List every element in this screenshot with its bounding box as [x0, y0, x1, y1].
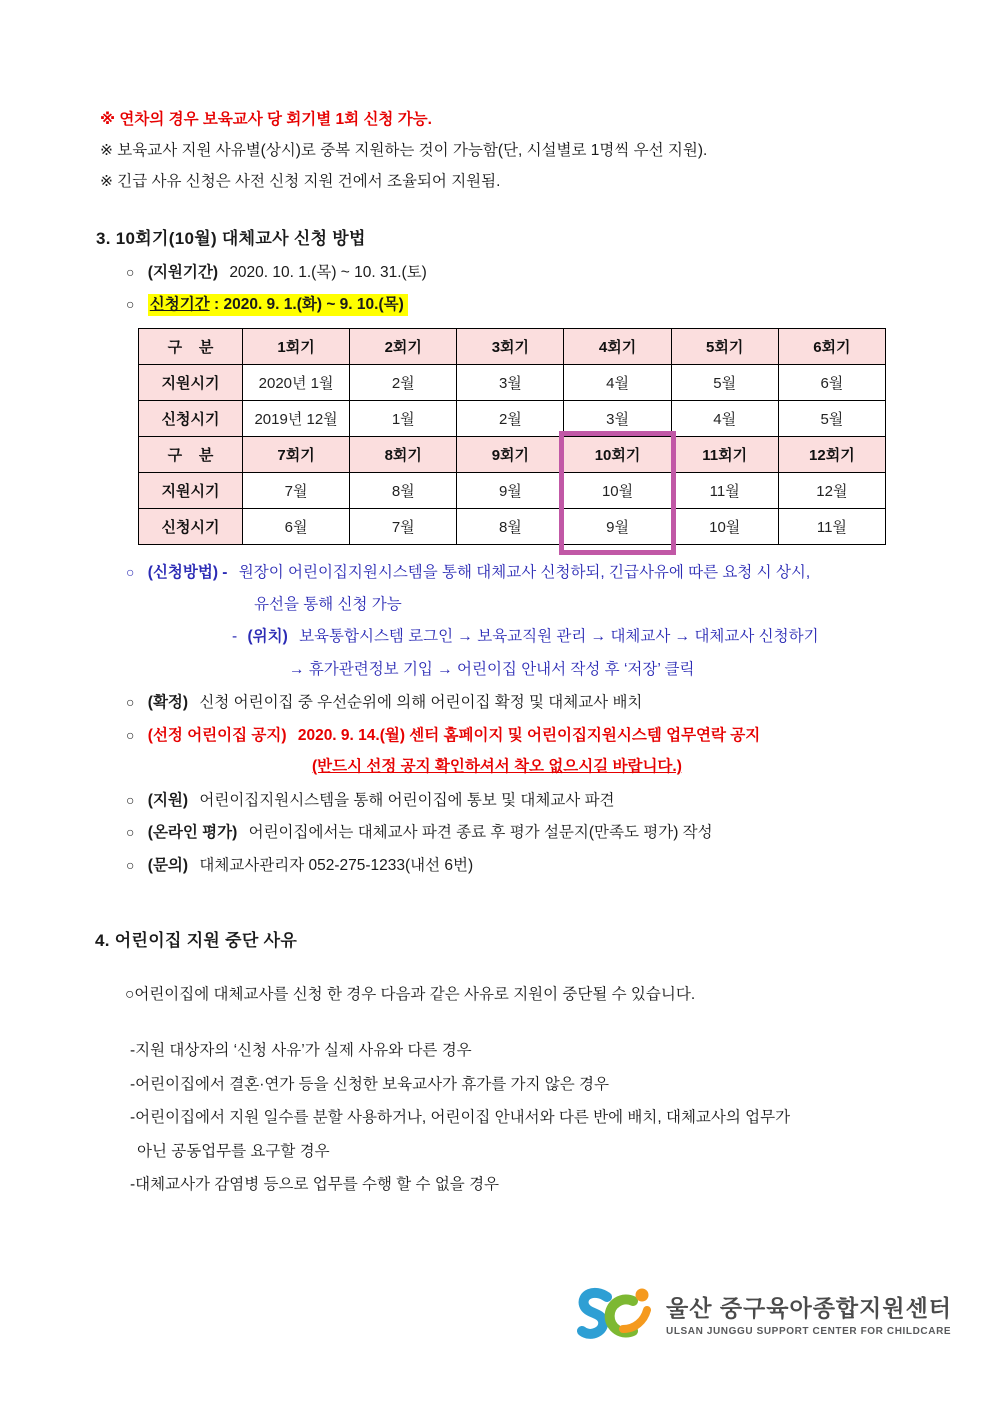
header-cell: 5회기 [671, 329, 778, 365]
header-cell: 3회기 [457, 329, 564, 365]
header-cell: 2회기 [350, 329, 457, 365]
table-cell: 2019년 12월 [243, 401, 350, 437]
contact-label: (문의) [147, 856, 189, 874]
center-name-english: ULSAN JUNGGU SUPPORT CENTER FOR CHILDCARE [666, 1325, 952, 1337]
section4 [95, 926, 945, 1202]
table-cell: 10월 [671, 509, 778, 545]
support-period-value: 2020. 10. 1.(목) ~ 10. 31.(토) [229, 264, 427, 281]
bullet-circle-icon: ○ [126, 824, 135, 840]
bullet-circle-icon: ○ [126, 856, 135, 873]
top-notes [100, 104, 950, 197]
header-cell-highlighted: 10회기 [564, 437, 671, 473]
notice-label: (선정 어린이집 공지) [147, 726, 287, 744]
table-cell: 4월 [671, 401, 778, 437]
header-cell: 9회기 [457, 437, 564, 473]
table-cell: 6월 [243, 509, 350, 545]
table-cell: 7월 [350, 509, 457, 545]
header-cell: 7회기 [243, 437, 350, 473]
reason-item: -어린이집에서 결혼·연가 등을 신청한 보육교사가 휴가를 가지 않은 경우 [130, 1075, 609, 1093]
bullet-circle-icon: ○ [126, 694, 135, 710]
footer-logo [576, 1282, 952, 1344]
header-cell: 12회기 [778, 437, 885, 473]
bullet-circle-icon: ○ [126, 564, 135, 580]
method-text: 원장이 어린이집지원시스템을 통해 대체교사 신청하되, 긴급사유에 따른 요청 시 상시, [238, 564, 811, 581]
row-label-cell: 신청시기 [139, 401, 243, 437]
table-cell: 8월 [350, 473, 457, 509]
table-cell: 4월 [564, 365, 671, 401]
table-cell: 9월 [564, 509, 671, 545]
table-cell: 6월 [778, 365, 885, 401]
childcare-center-logo-icon [576, 1282, 656, 1344]
table-row [139, 473, 886, 509]
table-cell: 8월 [457, 509, 564, 545]
table-cell: 11월 [671, 473, 778, 509]
apply-period-highlight [148, 294, 408, 316]
schedule-table-wrap [138, 328, 886, 545]
location-label: (위치) [247, 628, 288, 645]
row-label-cell: 지원시기 [139, 365, 243, 401]
row-label-cell: 신청시기 [139, 509, 243, 545]
table-cell: 5월 [778, 401, 885, 437]
dash: - [232, 628, 238, 645]
reason-item-continuation: 아닌 공동업무를 요구할 경우 [137, 1142, 330, 1160]
table-cell: 3월 [457, 365, 564, 401]
bullet-circle-icon: ○ [126, 791, 135, 808]
header-cell: 11회기 [671, 437, 778, 473]
table-cell: 11월 [778, 509, 885, 545]
table-cell: 3월 [564, 401, 671, 437]
apply-period-value: : 2020. 9. 1.(화) ~ 9. 10.(목) [209, 296, 404, 313]
dispatch-label: (지원) [147, 791, 189, 809]
notice-text: 2020. 9. 14.(월) 센터 홈페이지 및 어린이집지원시스템 업무연락 공지 [297, 726, 761, 744]
bullet-circle-icon: ○ [126, 264, 135, 280]
table-cell: 7월 [243, 473, 350, 509]
table-row [139, 365, 886, 401]
evaluation-text: 어린이집에서는 대체교사 파견 종료 후 평가 설문지(만족도 평가) 작성 [248, 824, 713, 841]
table-cell: 2월 [350, 365, 457, 401]
table-cell: 2월 [457, 401, 564, 437]
bullet-circle-icon: ○ [126, 296, 135, 312]
table-cell: 10월 [564, 473, 671, 509]
note-duplicate-support: ※ 보육교사 지원 사유별(상시)로 중복 지원하는 것이 가능함(단, 시설별로 1명씩 우선 지원). [100, 142, 708, 159]
header-cell: 1회기 [243, 329, 350, 365]
bullet-circle-icon: ○ [126, 726, 135, 743]
header-cell: 구 분 [139, 329, 243, 365]
section3-bullets [126, 556, 936, 881]
method-continuation: 유선을 통해 신청 가능 [254, 595, 402, 613]
table-header-row [139, 437, 886, 473]
confirm-text: 신청 어린이집 중 우선순위에 의해 어린이집 확정 및 대체교사 배치 [199, 694, 643, 711]
method-label: (신청방법) - [147, 564, 228, 581]
reason-item: -어린이집에서 지원 일수를 분할 사용하거나, 어린이집 안내서와 다른 반에 배치, 대체교사의 업무가 [130, 1109, 791, 1126]
confirm-label: (확정) [147, 694, 189, 711]
table-row [139, 401, 886, 437]
support-period-label: (지원기간) [147, 264, 218, 281]
support-period-line [126, 256, 427, 288]
header-cell: 8회기 [350, 437, 457, 473]
center-name-korean: 울산 중구육아종합지원센터 [666, 1294, 953, 1321]
table-row [139, 509, 886, 545]
suspension-reasons-list [95, 1034, 945, 1202]
note-urgent-reason: ※ 긴급 사유 신청은 사전 신청 지원 건에서 조율되어 지원됨. [100, 173, 501, 190]
table-cell: 2020년 1월 [243, 365, 350, 401]
apply-period-label: 신청기간 [149, 296, 210, 313]
notice-line [126, 719, 936, 752]
contact-line [126, 849, 936, 882]
apply-period-line [126, 288, 408, 320]
contact-phone: 대체교사관리자 052-275-1233(내선 6번) [199, 856, 474, 874]
table-cell: 5월 [671, 365, 778, 401]
section4-intro: ○어린이집에 대체교사를 신청 한 경우 다음과 같은 사유로 지원이 중단될 수 있습니다. [125, 986, 696, 1003]
table-cell: 9월 [457, 473, 564, 509]
header-cell: 구 분 [139, 437, 243, 473]
method-location-continuation: → 휴가관련정보 기입 → 어린이집 안내서 작성 후 ‘저장’ 클릭 [289, 660, 695, 678]
location-path: 보육통합시스템 로그인 → 보육교직원 관리 → 대체교사 → 대체교사 신청하기 [299, 628, 819, 645]
header-cell: 6회기 [778, 329, 885, 365]
method-line [126, 556, 936, 589]
evaluation-label: (온라인 평가) [147, 824, 238, 841]
schedule-table [138, 328, 886, 545]
dispatch-line [126, 784, 936, 817]
dispatch-text: 어린이집지원시스템을 통해 어린이집에 통보 및 대체교사 파견 [199, 791, 615, 809]
method-location-line [126, 621, 936, 654]
notice-warning: (반드시 선정 공지 확인하셔서 착오 없으시길 바랍니다.) [312, 758, 682, 775]
table-cell: 12월 [778, 473, 885, 509]
section3-heading: 3. 10회기(10월) 대체교사 신청 방법 [96, 229, 366, 248]
reason-item: -대체교사가 감염병 등으로 업무를 수행 할 수 없을 경우 [130, 1176, 500, 1193]
table-header-row [139, 329, 886, 365]
footer-logo-text [666, 1290, 952, 1337]
table-cell: 1월 [350, 401, 457, 437]
header-cell: 4회기 [564, 329, 671, 365]
row-label-cell: 지원시기 [139, 473, 243, 509]
confirm-line [126, 686, 936, 719]
reason-item: -지원 대상자의 ‘신청 사유’가 실제 사유와 다른 경우 [130, 1042, 472, 1059]
section4-heading: 4. 어린이집 지원 중단 사유 [95, 931, 298, 950]
note-annual-leave: ※ 연차의 경우 보육교사 당 회기별 1회 신청 가능. [100, 111, 432, 128]
evaluation-line [126, 816, 936, 849]
